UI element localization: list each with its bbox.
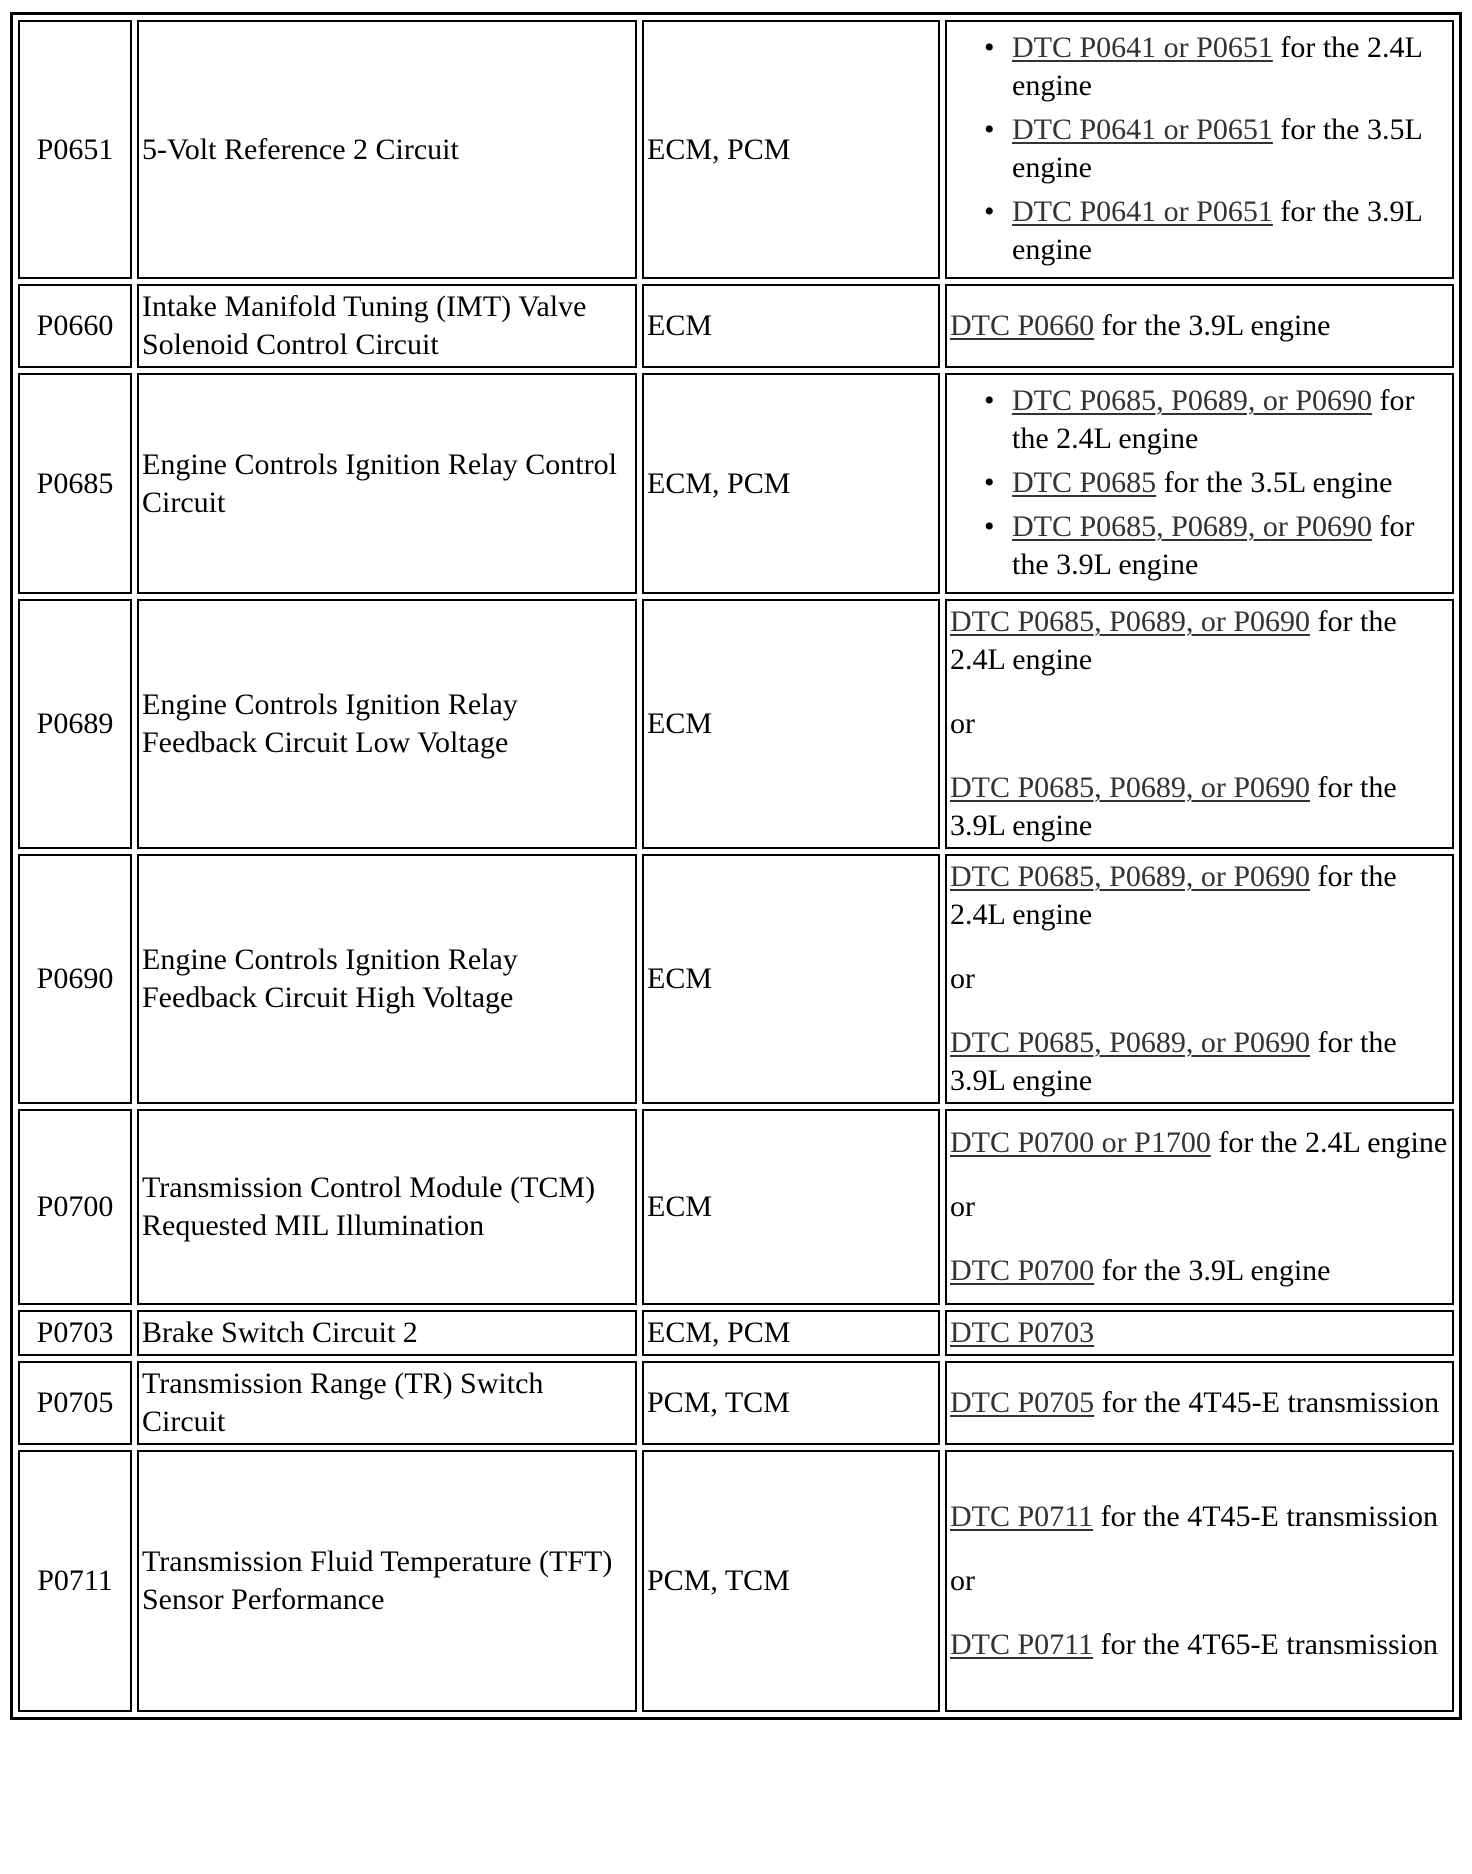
link-suffix: for the 2.4L engine bbox=[950, 605, 1397, 676]
dtc-reference bbox=[945, 284, 1454, 368]
link-suffix: for the 2.4L engine bbox=[1012, 384, 1415, 455]
dtc-link[interactable]: DTC P0685, P0689, or P0690 bbox=[950, 605, 1311, 638]
link-suffix: for the 3.9L engine bbox=[1012, 195, 1422, 266]
dtc-description: Brake Switch Circuit 2 bbox=[137, 1310, 637, 1356]
list-item bbox=[1012, 464, 1449, 502]
dtc-modules: PCM, TCM bbox=[642, 1361, 940, 1445]
reference-line bbox=[950, 603, 1449, 679]
reference-line bbox=[950, 769, 1449, 845]
or-separator: or bbox=[950, 962, 975, 995]
table-row bbox=[18, 854, 1454, 1104]
dtc-reference bbox=[945, 599, 1454, 849]
dtc-table bbox=[10, 12, 1462, 1720]
table-row bbox=[18, 1310, 1454, 1356]
list-item bbox=[1012, 193, 1449, 269]
reference-list bbox=[950, 29, 1449, 269]
dtc-modules: PCM, TCM bbox=[642, 1450, 940, 1712]
dtc-description: Engine Controls Ignition Relay Feedback Circuit Low Voltage bbox=[137, 599, 637, 849]
dtc-link[interactable]: DTC P0685, P0689, or P0690 bbox=[950, 860, 1311, 893]
reference-line bbox=[950, 1626, 1449, 1664]
dtc-link[interactable]: DTC P0685, P0689, or P0690 bbox=[1012, 384, 1373, 417]
dtc-reference bbox=[945, 1109, 1454, 1305]
dtc-description: Engine Controls Ignition Relay Control Circuit bbox=[137, 373, 637, 594]
list-item bbox=[1012, 508, 1449, 584]
dtc-description: Transmission Control Module (TCM) Requested MIL Illumination bbox=[137, 1109, 637, 1305]
dtc-link[interactable]: DTC P0705 bbox=[950, 1386, 1095, 1419]
list-item bbox=[1012, 111, 1449, 187]
dtc-description: Transmission Range (TR) Switch Circuit bbox=[137, 1361, 637, 1445]
dtc-link[interactable]: DTC P0660 bbox=[950, 309, 1095, 342]
dtc-description: Transmission Fluid Temperature (TFT) Sensor Performance bbox=[137, 1450, 637, 1712]
dtc-code: P0700 bbox=[18, 1109, 132, 1305]
or-separator: or bbox=[950, 1564, 975, 1597]
link-suffix: for the 3.9L engine bbox=[1012, 510, 1415, 581]
dtc-modules: ECM, PCM bbox=[642, 20, 940, 279]
dtc-link[interactable]: DTC P0641 or P0651 bbox=[1012, 31, 1273, 64]
dtc-modules: ECM bbox=[642, 599, 940, 849]
dtc-link[interactable]: DTC P0641 or P0651 bbox=[1012, 113, 1273, 146]
dtc-modules: ECM bbox=[642, 1109, 940, 1305]
dtc-link[interactable]: DTC P0685 bbox=[1012, 466, 1157, 499]
or-separator: or bbox=[950, 707, 975, 740]
dtc-modules: ECM, PCM bbox=[642, 373, 940, 594]
reference-line bbox=[950, 1252, 1449, 1290]
list-item bbox=[1012, 29, 1449, 105]
dtc-reference bbox=[945, 1450, 1454, 1712]
dtc-code: P0685 bbox=[18, 373, 132, 594]
table-row bbox=[18, 1361, 1454, 1445]
dtc-code: P0689 bbox=[18, 599, 132, 849]
link-suffix: for the 4T45-E transmission bbox=[1094, 1386, 1440, 1419]
link-suffix: for the 3.5L engine bbox=[1012, 113, 1422, 184]
or-separator: or bbox=[950, 1190, 975, 1223]
dtc-link[interactable]: DTC P0703 bbox=[950, 1316, 1095, 1349]
link-suffix: for the 3.9L engine bbox=[950, 1026, 1397, 1097]
table-row bbox=[18, 599, 1454, 849]
table-row bbox=[18, 1450, 1454, 1712]
dtc-link[interactable]: DTC P0700 or P1700 bbox=[950, 1126, 1211, 1159]
table-row bbox=[18, 373, 1454, 594]
dtc-reference bbox=[945, 1310, 1454, 1356]
link-suffix: for the 2.4L engine bbox=[1210, 1126, 1448, 1159]
link-suffix: for the 3.9L engine bbox=[950, 771, 1397, 842]
dtc-reference bbox=[945, 373, 1454, 594]
dtc-link[interactable]: DTC P0700 bbox=[950, 1254, 1095, 1287]
link-suffix: for the 2.4L engine bbox=[1012, 31, 1422, 102]
dtc-code: P0660 bbox=[18, 284, 132, 368]
dtc-code: P0703 bbox=[18, 1310, 132, 1356]
dtc-description: Intake Manifold Tuning (IMT) Valve Solenoid Control Circuit bbox=[137, 284, 637, 368]
link-suffix: for the 4T65-E transmission bbox=[1093, 1628, 1439, 1661]
dtc-link[interactable]: DTC P0685, P0689, or P0690 bbox=[950, 1026, 1311, 1059]
link-suffix: for the 3.5L engine bbox=[1156, 466, 1393, 499]
link-suffix: for the 4T45-E transmission bbox=[1093, 1500, 1439, 1533]
dtc-link[interactable]: DTC P0711 bbox=[950, 1500, 1094, 1533]
dtc-description: 5-Volt Reference 2 Circuit bbox=[137, 20, 637, 279]
reference-line bbox=[950, 1498, 1449, 1536]
table-row bbox=[18, 1109, 1454, 1305]
dtc-reference bbox=[945, 854, 1454, 1104]
dtc-code: P0690 bbox=[18, 854, 132, 1104]
dtc-link[interactable]: DTC P0711 bbox=[950, 1628, 1094, 1661]
link-suffix: for the 3.9L engine bbox=[1094, 1254, 1331, 1287]
dtc-reference bbox=[945, 20, 1454, 279]
dtc-link[interactable]: DTC P0685, P0689, or P0690 bbox=[1012, 510, 1373, 543]
reference-line bbox=[950, 1024, 1449, 1100]
reference-line bbox=[950, 1124, 1449, 1162]
dtc-code: P0651 bbox=[18, 20, 132, 279]
dtc-code: P0705 bbox=[18, 1361, 132, 1445]
dtc-link[interactable]: DTC P0685, P0689, or P0690 bbox=[950, 771, 1311, 804]
dtc-description: Engine Controls Ignition Relay Feedback Circuit High Voltage bbox=[137, 854, 637, 1104]
dtc-modules: ECM, PCM bbox=[642, 1310, 940, 1356]
reference-line bbox=[950, 858, 1449, 934]
link-suffix: for the 2.4L engine bbox=[950, 860, 1397, 931]
table-row bbox=[18, 284, 1454, 368]
dtc-modules: ECM bbox=[642, 854, 940, 1104]
dtc-code: P0711 bbox=[18, 1450, 132, 1712]
table-row bbox=[18, 20, 1454, 279]
reference-list bbox=[950, 382, 1449, 584]
dtc-modules: ECM bbox=[642, 284, 940, 368]
dtc-link[interactable]: DTC P0641 or P0651 bbox=[1012, 195, 1273, 228]
dtc-reference bbox=[945, 1361, 1454, 1445]
list-item bbox=[1012, 382, 1449, 458]
link-suffix: for the 3.9L engine bbox=[1094, 309, 1331, 342]
